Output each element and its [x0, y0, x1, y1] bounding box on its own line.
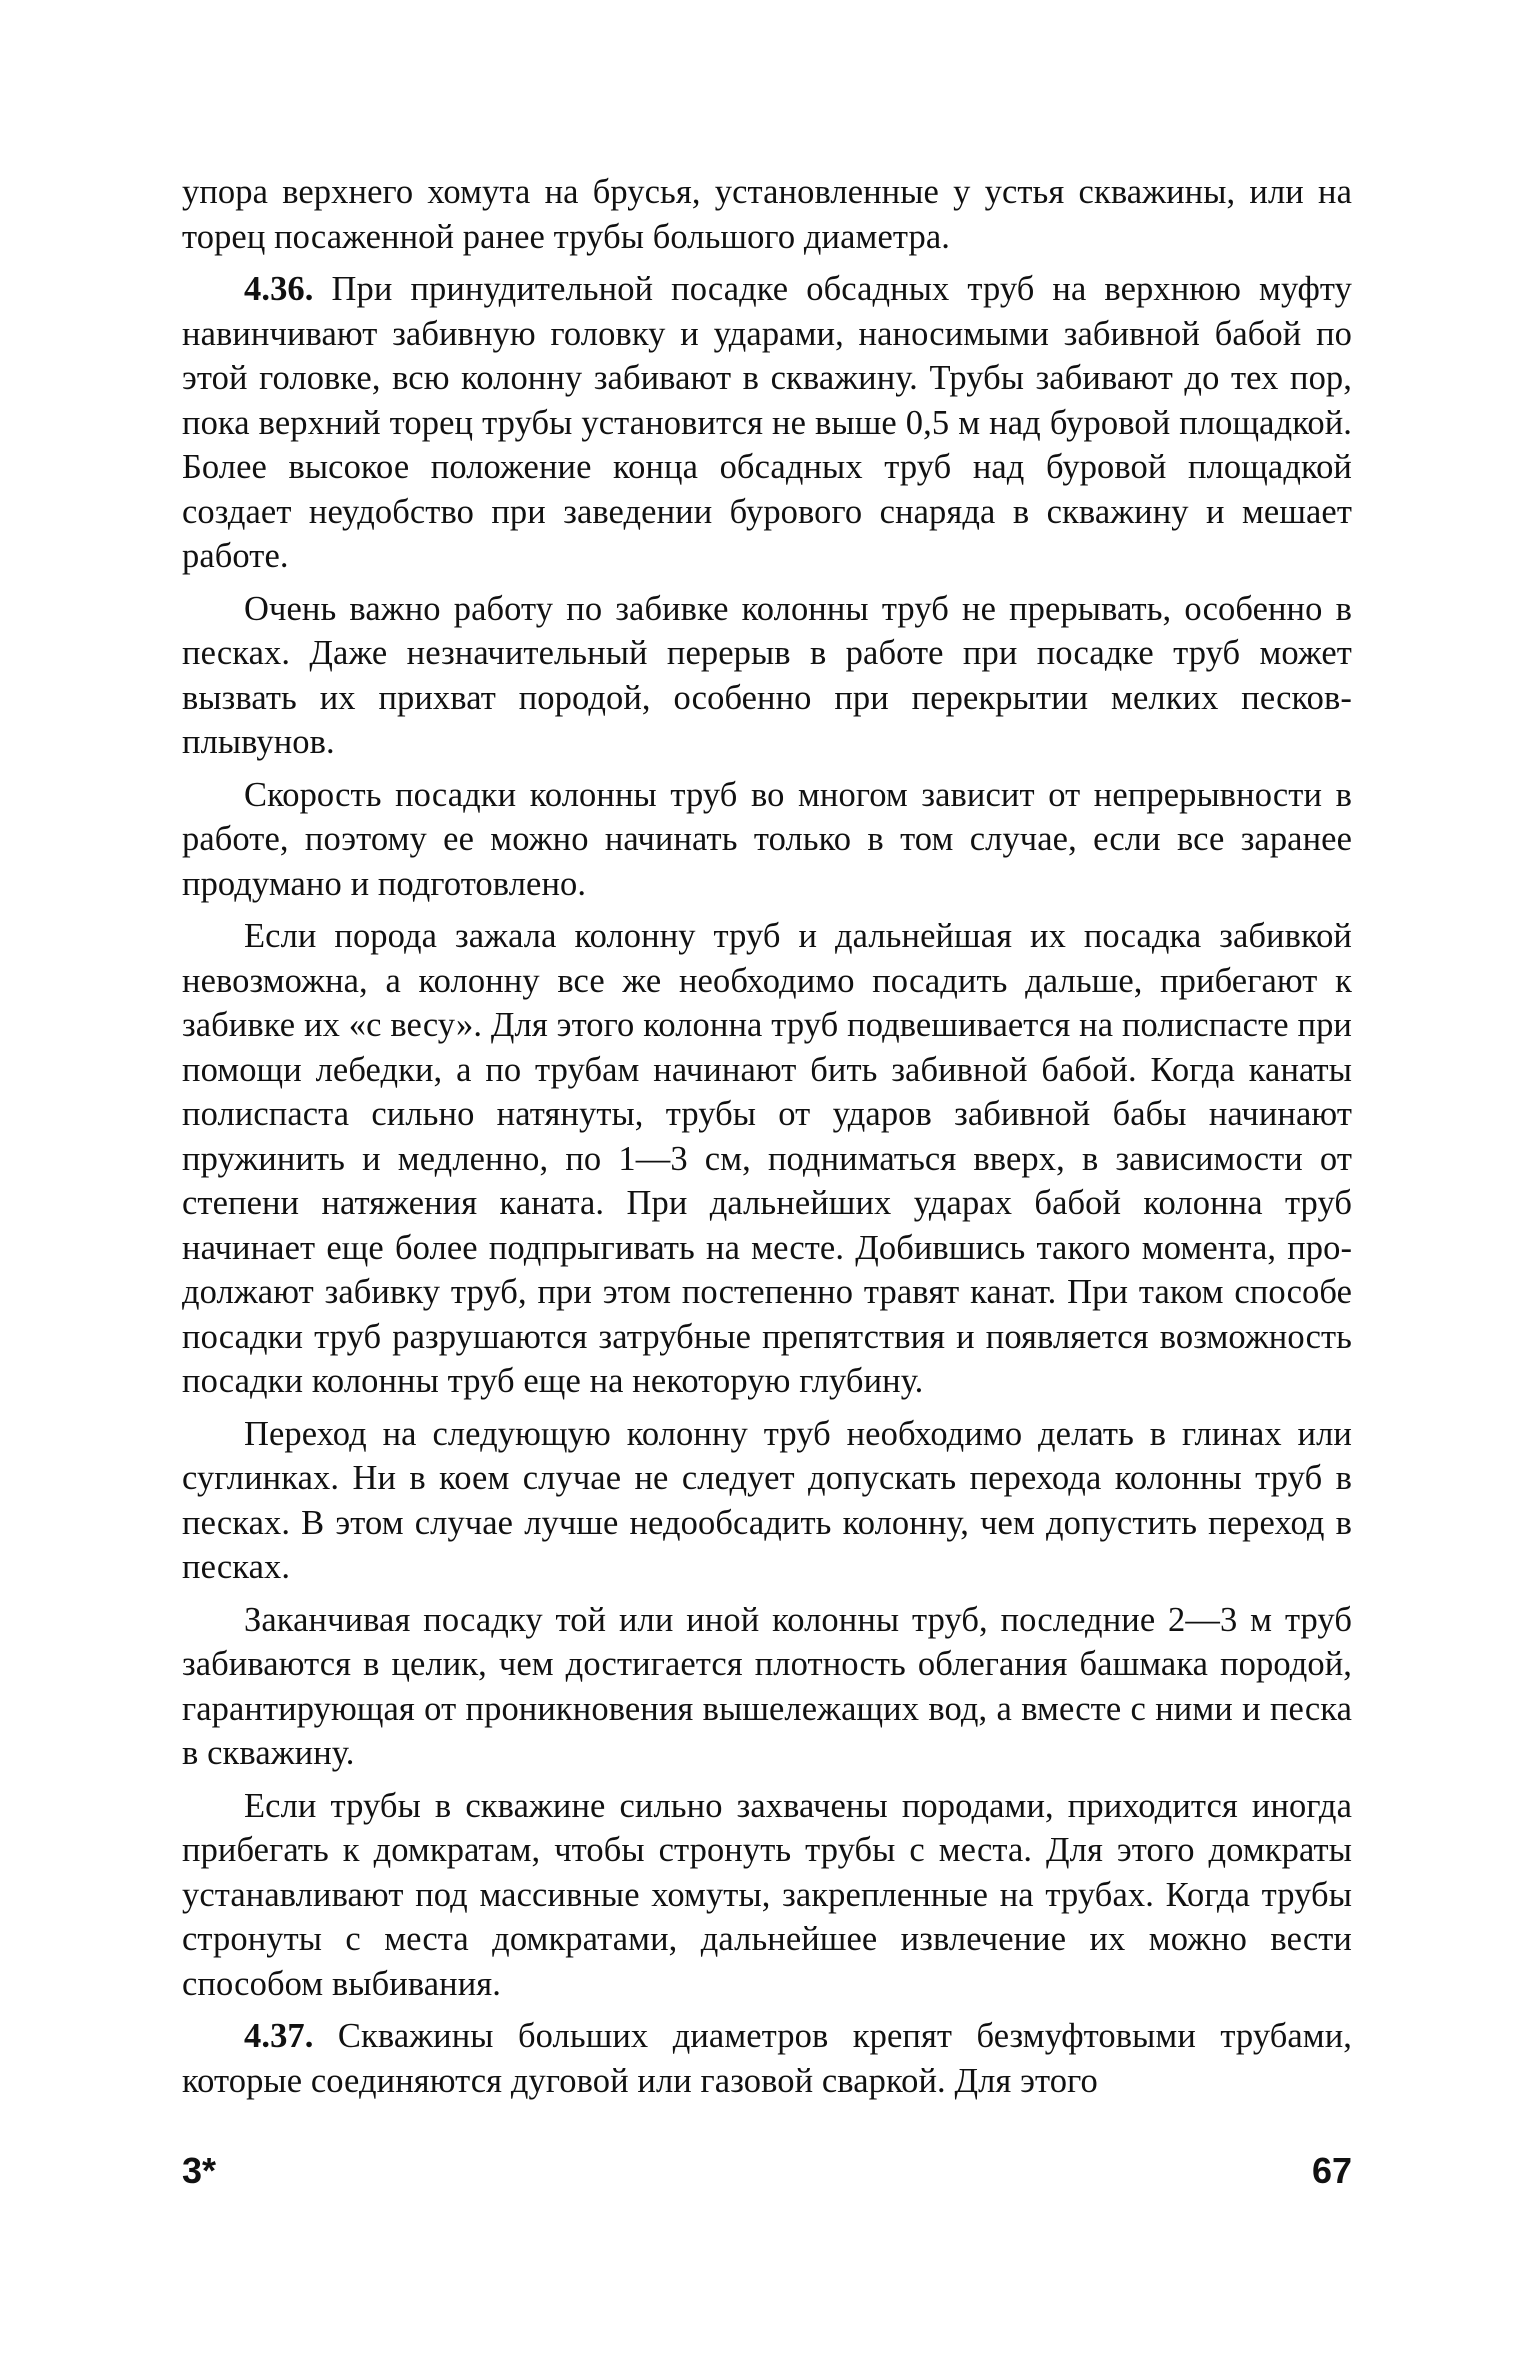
paragraph-text: Переход на следующую колонну труб необходимо делать в глинах или суглинках. Ни в коем случае не следует допускать перехода колонны труб в песках. В этом случае лучше недообсадить колонну, чем допустить переход в песках. [182, 1414, 1352, 1586]
paragraph-text: Если порода зажала колонну труб и дальнейшая их посадка забивкой невозможна, а колонну все же необходимо посадить дальше, прибегают к забивке их «с весу». Для этого колонна труб подвешивается на полиспасте при помощи лебедки, а по трубам начинают бить забивной бабой. Когда канаты полиспаста сильно натянуты, трубы от ударов забивной бабы начинают пружинить и медленно, по 1—3 см, подниматься вверх, в зависимости от степени натяжения каната. При дальнейших ударах бабой колонна труб начинает еще более подпрыгивать на месте. Добившись такого момента, продолжают забивку труб, при этом постепенно травят канат. При таком способе посадки труб разрушаются затрубные препятствия и появляется возможность посадки колонны труб еще на некоторую глубину. [182, 917, 1352, 1400]
paragraph-4-36 [182, 267, 1352, 579]
paragraph-text: При принудительной посадке обсадных труб на верхнюю муфту навинчивают забивную головку и ударами, наносимыми забивной бабой по этой головке, всю колонну забивают в скважину. Трубы забивают до тех пор, пока верхний торец трубы установится не выше 0,5 м над буровой площадкой. Более высокое положение конца обсадных труб над буровой площадкой создает неудобство при заведении бурового снаряда в скважину и мешает работе. [182, 270, 1352, 575]
signature-mark: 3* [182, 2150, 217, 2191]
paragraph-6 [182, 1412, 1352, 1590]
paragraph-text: Скорость посадки колонны труб во многом зависит от непрерывности в работе, поэтому ее можно начинать только в том случае, если все заранее продумано и подготовлено. [182, 775, 1352, 903]
page-footer [182, 2150, 1352, 2200]
paragraph-text: Заканчивая посадку той или иной колонны труб, последние 2—3 м труб забиваются в целик, чем достигается плотность облегания башмака породой, гарантирующая от проникновения вышележащих вод, а вместе с ними и песка в скважину. [182, 1600, 1352, 1772]
paragraph-text: Очень важно работу по забивке колонны труб не прерывать, особенно в песках. Даже незначительный перерыв в работе при посадке труб может вызвать их прихват породой, особенно при перекрытии мелких песков-плывунов. [182, 589, 1352, 761]
paragraph-7 [182, 1598, 1352, 1776]
paragraph-text: Скважины больших диаметров крепят безмуфтовыми трубами, которые соединяются дуговой или газовой сваркой. Для этого [182, 2017, 1352, 2100]
paragraph-text: Если трубы в скважине сильно захвачены породами, приходится иногда прибегать к домкратам, чтобы стронуть трубы с места. Для этого домкраты устанавливают под массивные хомуты, закрепленные на трубах. Когда трубы стронуты с места домкратами, дальнейшее извлечение их можно вести способом выбивания. [182, 1786, 1352, 2003]
paragraph-4 [182, 773, 1352, 907]
section-number: 4.37. [244, 2017, 314, 2055]
paragraph-1 [182, 170, 1352, 259]
paragraph-5 [182, 914, 1352, 1404]
paragraph-8 [182, 1784, 1352, 2007]
page-body [182, 170, 1352, 2111]
page-number: 67 [1311, 2150, 1352, 2191]
paragraph-text: упора верхнего хомута на брусья, установленные у устья скважины, или на торец посаженной ранее трубы большого диаметра. [182, 173, 1352, 256]
paragraph-4-37 [182, 2014, 1352, 2103]
section-number: 4.36. [244, 270, 314, 308]
paragraph-3 [182, 587, 1352, 765]
